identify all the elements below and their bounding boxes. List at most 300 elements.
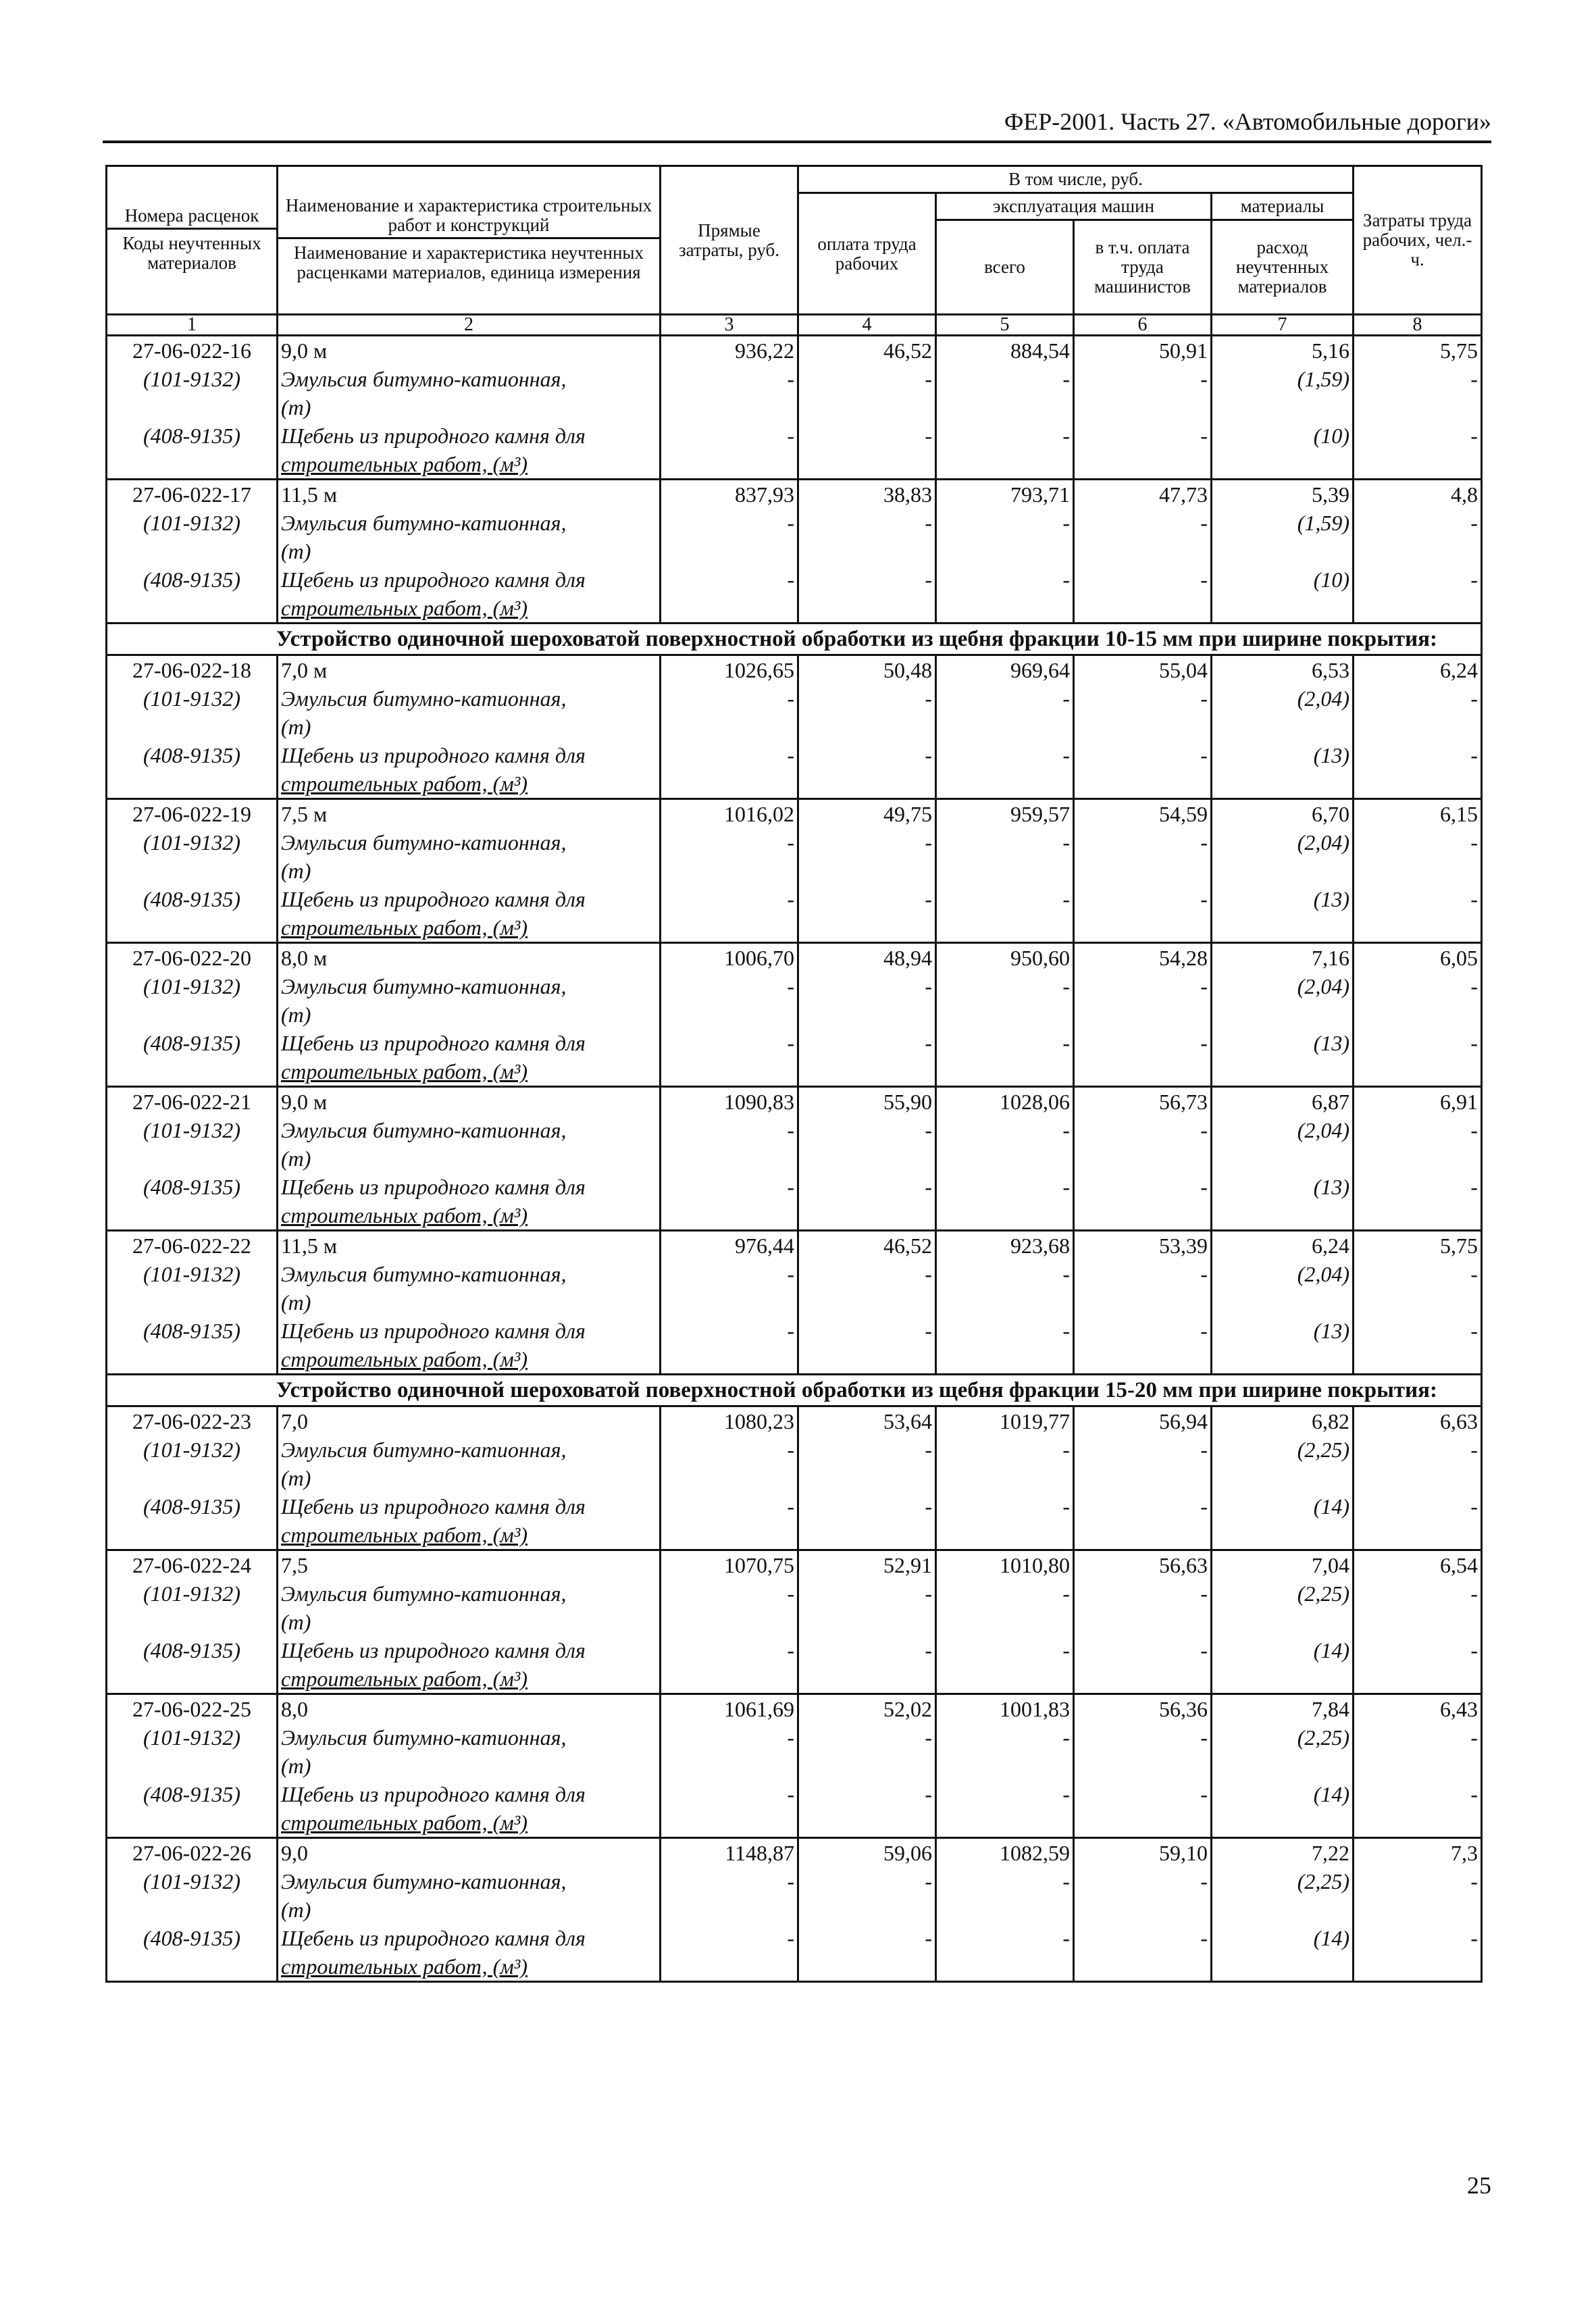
direct-cost-value: 976,44 [735, 1234, 794, 1258]
dash-value: - [925, 1926, 932, 1950]
machines-total [936, 1694, 1074, 1838]
direct-cost [661, 1550, 798, 1694]
machines-total [936, 1231, 1074, 1375]
direct-cost [661, 1087, 798, 1231]
rates-table [105, 165, 1483, 1983]
dash-value: - [787, 1438, 794, 1462]
labor-hours-value: 6,05 [1440, 946, 1478, 970]
direct-cost [661, 480, 798, 624]
material-code: (101-9132) [143, 1581, 240, 1606]
dash-value: - [1470, 1031, 1478, 1055]
dash-value: - [925, 1319, 932, 1343]
dash-value: - [1062, 1581, 1070, 1606]
labor-cost-value: 55,90 [883, 1090, 932, 1114]
table-body [107, 336, 1482, 1982]
material-code: (101-9132) [143, 830, 240, 855]
material-unit: строительных работ, (м³) [281, 1810, 527, 1835]
material-name: Эмульсия битумно-катионная, [281, 1581, 567, 1606]
dash-value: - [925, 424, 932, 448]
labor-cost [798, 1694, 936, 1838]
dash-value: - [925, 1175, 932, 1199]
rate-code: 27-06-022-24 [132, 1553, 251, 1577]
dash-value: - [787, 1262, 794, 1286]
material-unit: (т) [281, 1754, 311, 1778]
dash-value: - [1062, 743, 1070, 767]
labor-cost [798, 655, 936, 799]
labor-hours-value: 4,8 [1451, 482, 1478, 507]
material-code: (101-9132) [143, 1118, 240, 1142]
machines-total-value: 1010,80 [1000, 1553, 1070, 1577]
rate-name: 9,0 м [281, 338, 328, 363]
rate-name: 7,0 м [281, 658, 328, 682]
materials-cell [1212, 1694, 1354, 1838]
material-code: (408-9135) [143, 424, 240, 448]
labor-hours-value: 5,75 [1440, 338, 1478, 363]
machines-total [936, 480, 1074, 624]
column-number: 2 [278, 315, 661, 336]
dash-value: - [925, 830, 932, 855]
labor-cost-value: 59,06 [883, 1841, 932, 1865]
labor-hours [1354, 799, 1482, 943]
machines-total-value: 1019,77 [1000, 1409, 1070, 1433]
labor-cost [798, 943, 936, 1087]
dash-value: - [925, 743, 932, 767]
emulsion-qty: (2,04) [1297, 830, 1350, 855]
materials-value: 5,39 [1312, 482, 1350, 507]
dash-value: - [925, 367, 932, 391]
dash-value: - [1470, 686, 1478, 711]
table-row [107, 336, 1482, 480]
gravel-qty: (10) [1313, 567, 1350, 592]
material-code: (408-9135) [143, 1926, 240, 1950]
machinists-cost-value: 59,10 [1159, 1841, 1208, 1865]
dash-value: - [1470, 1438, 1478, 1462]
direct-cost-value: 936,22 [735, 338, 794, 363]
dash-value: - [1470, 1926, 1478, 1950]
dash-value: - [925, 974, 932, 998]
rate-name: 7,5 [281, 1553, 308, 1577]
section-title: Устройство одиночной шероховатой поверхностной обработки из щебня фракции 15-20 мм при ширине покрытия: [107, 1375, 1482, 1406]
labor-hours [1354, 336, 1482, 480]
direct-cost-value: 1080,23 [724, 1409, 794, 1433]
rate-code: 27-06-022-26 [132, 1841, 251, 1865]
direct-cost [661, 1838, 798, 1982]
dash-value: - [925, 1581, 932, 1606]
material-name: Щебень из природного камня для [281, 1638, 586, 1662]
direct-cost [661, 1406, 798, 1550]
dash-value: - [1470, 1782, 1478, 1806]
dash-value: - [1062, 1638, 1070, 1662]
header-col7: расход неучтенных материалов [1212, 220, 1354, 315]
materials-cell [1212, 480, 1354, 624]
section-title-row [107, 624, 1482, 655]
direct-cost-value: 1061,69 [724, 1697, 794, 1721]
materials-cell [1212, 336, 1354, 480]
rate-code-cell [107, 655, 278, 799]
rate-code: 27-06-022-18 [132, 658, 251, 682]
materials-cell [1212, 943, 1354, 1087]
page-number: 25 [1467, 2172, 1491, 2199]
table-row [107, 943, 1482, 1087]
header-col1-top: Номера расценок [107, 204, 276, 230]
machinists-cost-value: 56,94 [1159, 1409, 1208, 1433]
header-col2-top: Наименование и характеристика строительных работ и конструкций [278, 194, 659, 239]
materials-cell [1212, 799, 1354, 943]
dash-value: - [1200, 830, 1208, 855]
dash-value: - [1062, 1319, 1070, 1343]
dash-value: - [1200, 1725, 1208, 1750]
direct-cost [661, 1694, 798, 1838]
rate-name-cell [278, 655, 661, 799]
dash-value: - [925, 887, 932, 911]
header-col4: оплата труда рабочих [798, 193, 936, 315]
labor-hours-value: 6,54 [1440, 1553, 1478, 1577]
emulsion-qty: (2,04) [1297, 1262, 1350, 1286]
rate-name-cell [278, 943, 661, 1087]
material-unit: строительных работ, (м³) [281, 1954, 527, 1979]
rate-code-cell [107, 943, 278, 1087]
materials-cell [1212, 1550, 1354, 1694]
rate-name: 8,0 [281, 1697, 308, 1721]
material-unit: строительных работ, (м³) [281, 452, 527, 476]
material-code: (101-9132) [143, 974, 240, 998]
materials-cell [1212, 1406, 1354, 1550]
dash-value: - [1470, 1638, 1478, 1662]
table-row [107, 1231, 1482, 1375]
direct-cost-value: 1148,87 [725, 1841, 794, 1865]
dash-value: - [1470, 1262, 1478, 1286]
dash-value: - [1062, 1175, 1070, 1199]
emulsion-qty: (2,04) [1297, 686, 1350, 711]
machinists-cost-value: 55,04 [1159, 658, 1208, 682]
rate-code: 27-06-022-16 [132, 338, 251, 363]
dash-value: - [787, 1319, 794, 1343]
rate-name: 9,0 [281, 1841, 308, 1865]
header-col8: Затраты труда рабочих, чел.-ч. [1354, 166, 1482, 315]
dash-value: - [1200, 1319, 1208, 1343]
material-code: (101-9132) [143, 1725, 240, 1750]
dash-value: - [1200, 1438, 1208, 1462]
machinists-cost [1074, 1694, 1212, 1838]
material-unit: строительных работ, (м³) [281, 1347, 527, 1371]
material-unit: строительных работ, (м³) [281, 596, 527, 620]
material-name: Эмульсия битумно-катионная, [281, 830, 567, 855]
rate-name: 11,5 м [281, 1234, 338, 1258]
dash-value: - [787, 511, 794, 535]
material-code: (101-9132) [143, 1262, 240, 1286]
machinists-cost [1074, 655, 1212, 799]
rate-name-cell [278, 1838, 661, 1982]
dash-value: - [1470, 1869, 1478, 1893]
machines-total [936, 1550, 1074, 1694]
dash-value: - [925, 1869, 932, 1893]
labor-cost-value: 50,48 [883, 658, 932, 682]
rate-code-cell [107, 799, 278, 943]
material-code: (408-9135) [143, 743, 240, 767]
material-name: Эмульсия битумно-катионная, [281, 1438, 567, 1462]
column-number: 5 [936, 315, 1074, 336]
dash-value: - [925, 1118, 932, 1142]
materials-value: 6,87 [1312, 1090, 1350, 1114]
labor-hours [1354, 1550, 1482, 1694]
material-unit: (т) [281, 715, 311, 739]
material-name: Щебень из природного камня для [281, 1175, 586, 1199]
rate-code: 27-06-022-25 [132, 1697, 251, 1721]
material-name: Щебень из природного камня для [281, 887, 586, 911]
dash-value: - [1470, 743, 1478, 767]
column-number: 8 [1354, 315, 1482, 336]
direct-cost-value: 1090,83 [724, 1090, 794, 1114]
materials-value: 7,04 [1312, 1553, 1350, 1577]
rate-code: 27-06-022-19 [132, 802, 251, 826]
emulsion-qty: (2,04) [1297, 974, 1350, 998]
rate-name-cell [278, 799, 661, 943]
material-code: (408-9135) [143, 1782, 240, 1806]
labor-hours [1354, 655, 1482, 799]
material-unit: строительных работ, (м³) [281, 915, 527, 940]
dash-value: - [1200, 1118, 1208, 1142]
material-code: (101-9132) [143, 511, 240, 535]
dash-value: - [1062, 1725, 1070, 1750]
dash-value: - [787, 974, 794, 998]
material-unit: (т) [281, 1146, 311, 1171]
material-unit: (т) [281, 1898, 311, 1922]
materials-value: 7,22 [1312, 1841, 1350, 1865]
machinists-cost [1074, 943, 1212, 1087]
dash-value: - [1470, 1725, 1478, 1750]
header-col2-bottom: Наименование и характеристика неучтенных расценками материалов, единица измерения [293, 243, 644, 282]
dash-value: - [1062, 1926, 1070, 1950]
material-unit: (т) [281, 395, 311, 420]
dash-value: - [925, 511, 932, 535]
material-code: (101-9132) [143, 1869, 240, 1893]
machines-total-value: 1028,06 [1000, 1090, 1070, 1114]
material-name: Эмульсия битумно-катионная, [281, 1725, 567, 1750]
labor-hours [1354, 1406, 1482, 1550]
labor-hours [1354, 1838, 1482, 1982]
table-row [107, 1838, 1482, 1982]
material-unit: (т) [281, 1466, 311, 1490]
emulsion-qty: (2,25) [1297, 1581, 1350, 1606]
machinists-cost-value: 50,91 [1159, 338, 1208, 363]
material-name: Эмульсия битумно-катионная, [281, 1869, 567, 1893]
rate-code: 27-06-022-17 [132, 482, 251, 507]
material-name: Щебень из природного камня для [281, 1319, 586, 1343]
column-number: 6 [1074, 315, 1212, 336]
column-number: 7 [1212, 315, 1354, 336]
labor-cost [798, 480, 936, 624]
dash-value: - [787, 1869, 794, 1893]
labor-hours [1354, 943, 1482, 1087]
dash-value: - [925, 1438, 932, 1462]
materials-value: 6,82 [1312, 1409, 1350, 1433]
materials-value: 5,16 [1312, 338, 1350, 363]
dash-value: - [787, 1494, 794, 1519]
material-unit: (т) [281, 1002, 311, 1027]
dash-value: - [787, 1926, 794, 1950]
table-row [107, 1406, 1482, 1550]
machines-total [936, 336, 1074, 480]
dash-value: - [1062, 1782, 1070, 1806]
material-name: Щебень из природного камня для [281, 1031, 586, 1055]
dash-value: - [787, 1725, 794, 1750]
material-unit: строительных работ, (м³) [281, 1523, 527, 1547]
material-code: (101-9132) [143, 1438, 240, 1462]
dash-value: - [787, 1638, 794, 1662]
machinists-cost [1074, 1087, 1212, 1231]
material-code: (408-9135) [143, 1319, 240, 1343]
rate-code-cell [107, 1838, 278, 1982]
labor-cost-value: 48,94 [883, 946, 932, 970]
rate-code-cell [107, 1087, 278, 1231]
materials-value: 6,24 [1312, 1234, 1350, 1258]
machines-total [936, 943, 1074, 1087]
rate-code: 27-06-022-21 [132, 1090, 251, 1114]
dash-value: - [925, 567, 932, 592]
dash-value: - [1062, 974, 1070, 998]
rate-code: 27-06-022-23 [132, 1409, 251, 1433]
gravel-qty: (13) [1313, 887, 1350, 911]
labor-hours-value: 6,24 [1440, 658, 1478, 682]
header-col5: всего [936, 220, 1074, 315]
gravel-qty: (14) [1313, 1494, 1350, 1519]
machines-total [936, 655, 1074, 799]
machinists-cost-value: 53,39 [1159, 1234, 1208, 1258]
gravel-qty: (13) [1313, 743, 1350, 767]
dash-value: - [1470, 367, 1478, 391]
material-code: (408-9135) [143, 1031, 240, 1055]
material-code: (408-9135) [143, 1494, 240, 1519]
dash-value: - [1062, 1438, 1070, 1462]
gravel-qty: (14) [1313, 1782, 1350, 1806]
rate-code-cell [107, 336, 278, 480]
dash-value: - [787, 887, 794, 911]
dash-value: - [1062, 1494, 1070, 1519]
machinists-cost [1074, 1838, 1212, 1982]
materials-value: 6,70 [1312, 802, 1350, 826]
machines-total-value: 884,54 [1010, 338, 1070, 363]
material-unit: строительных работ, (м³) [281, 1203, 527, 1227]
labor-cost [798, 1550, 936, 1694]
dash-value: - [787, 424, 794, 448]
dash-value: - [1062, 367, 1070, 391]
column-numbers-row [107, 315, 1482, 336]
machines-total [936, 1087, 1074, 1231]
labor-cost-value: 46,52 [883, 338, 932, 363]
direct-cost-value: 1006,70 [724, 946, 794, 970]
dash-value: - [1200, 1262, 1208, 1286]
header-group-machines: эксплуатация машин [936, 193, 1212, 220]
direct-cost [661, 943, 798, 1087]
direct-cost [661, 799, 798, 943]
machines-total-value: 1001,83 [1000, 1697, 1070, 1721]
dash-value: - [1200, 1581, 1208, 1606]
dash-value: - [1062, 511, 1070, 535]
rate-code-cell [107, 1550, 278, 1694]
labor-hours [1354, 1087, 1482, 1231]
dash-value: - [1200, 974, 1208, 998]
labor-hours [1354, 1694, 1482, 1838]
dash-value: - [787, 743, 794, 767]
header-col3: Прямые затраты, руб. [661, 166, 798, 315]
labor-cost-value: 46,52 [883, 1234, 932, 1258]
header-col1-bottom: Коды неучтенных материалов [122, 232, 261, 273]
table-row [107, 1550, 1482, 1694]
labor-cost [798, 336, 936, 480]
labor-hours-value: 6,15 [1440, 802, 1478, 826]
dash-value: - [1200, 1782, 1208, 1806]
labor-cost-value: 49,75 [883, 802, 932, 826]
machinists-cost-value: 56,73 [1159, 1090, 1208, 1114]
material-name: Щебень из природного камня для [281, 743, 586, 767]
dash-value: - [1200, 1175, 1208, 1199]
dash-value: - [1470, 424, 1478, 448]
material-code: (408-9135) [143, 1638, 240, 1662]
machines-total-value: 969,64 [1010, 658, 1070, 682]
direct-cost-value: 837,93 [735, 482, 794, 507]
gravel-qty: (13) [1313, 1175, 1350, 1199]
header-col2 [278, 166, 661, 315]
header-col1 [107, 166, 278, 315]
emulsion-qty: (2,25) [1297, 1869, 1350, 1893]
labor-cost [798, 799, 936, 943]
dash-value: - [1062, 1869, 1070, 1893]
material-name: Эмульсия битумно-катионная, [281, 1262, 567, 1286]
material-name: Щебень из природного камня для [281, 1926, 586, 1950]
rate-name-cell [278, 1406, 661, 1550]
material-code: (408-9135) [143, 887, 240, 911]
dash-value: - [1200, 1926, 1208, 1950]
dash-value: - [1470, 1118, 1478, 1142]
gravel-qty: (14) [1313, 1638, 1350, 1662]
material-name: Щебень из природного камня для [281, 424, 586, 448]
material-code: (408-9135) [143, 1175, 240, 1199]
labor-hours-value: 7,3 [1451, 1841, 1478, 1865]
material-name: Эмульсия битумно-катионная, [281, 511, 567, 535]
material-code: (101-9132) [143, 367, 240, 391]
machinists-cost-value: 54,28 [1159, 946, 1208, 970]
dash-value: - [787, 1782, 794, 1806]
gravel-qty: (13) [1313, 1031, 1350, 1055]
table-header [107, 166, 1482, 336]
dash-value: - [1062, 567, 1070, 592]
dash-value: - [925, 1494, 932, 1519]
labor-hours-value: 5,75 [1440, 1234, 1478, 1258]
rate-name: 9,0 м [281, 1090, 328, 1114]
labor-cost-value: 52,91 [883, 1553, 932, 1577]
column-number: 1 [107, 315, 278, 336]
labor-cost-value: 38,83 [883, 482, 932, 507]
dash-value: - [1200, 1638, 1208, 1662]
dash-value: - [1062, 1118, 1070, 1142]
rate-name-cell [278, 1694, 661, 1838]
direct-cost [661, 655, 798, 799]
dash-value: - [787, 1118, 794, 1142]
labor-cost-value: 53,64 [883, 1409, 932, 1433]
materials-cell [1212, 1231, 1354, 1375]
emulsion-qty: (2,25) [1297, 1438, 1350, 1462]
materials-value: 6,53 [1312, 658, 1350, 682]
labor-hours-value: 6,91 [1440, 1090, 1478, 1114]
direct-cost-value: 1026,65 [724, 658, 794, 682]
dash-value: - [787, 1031, 794, 1055]
machinists-cost [1074, 1231, 1212, 1375]
dash-value: - [787, 686, 794, 711]
material-unit: (т) [281, 859, 311, 883]
rate-code-cell [107, 480, 278, 624]
labor-hours-value: 6,43 [1440, 1697, 1478, 1721]
materials-cell [1212, 1838, 1354, 1982]
